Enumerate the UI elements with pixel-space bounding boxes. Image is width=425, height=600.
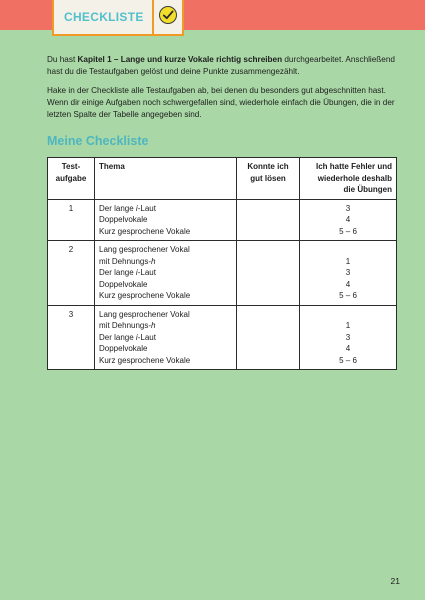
header-testaufgabe: Test- aufgabe	[48, 158, 95, 200]
uebung-number	[304, 244, 392, 256]
thema-line: Der lange i-Laut	[99, 203, 156, 213]
intro-paragraph-1: Du hast Kapitel 1 – Lange und kurze Vokale richtig schreiben durchgearbeitet. Anschließend hast du die Testaufgaben gelöst und deine Punkte zusammengezählt.	[47, 55, 395, 76]
testaufgabe-number: 1	[48, 199, 95, 241]
header-thema: Thema	[95, 158, 237, 200]
konnte-ich-checkbox-cell[interactable]	[237, 305, 300, 370]
uebungen-cell	[300, 241, 397, 306]
header-konnte-ich: Konnte ich gut lösen	[237, 158, 300, 200]
uebung-number: 3	[345, 203, 351, 213]
uebungen-cell	[300, 199, 397, 241]
konnte-ich-checkbox-cell[interactable]	[237, 199, 300, 241]
header-uebungen: Ich hatte Fehler und wiederhole deshalb die Übungen	[300, 158, 397, 200]
thema-line: Doppelvokale	[99, 344, 148, 353]
checklist-table	[47, 157, 397, 370]
table-row	[48, 199, 397, 241]
uebung-number: 1	[345, 256, 351, 266]
page-content	[47, 54, 397, 370]
thema-cell	[95, 241, 237, 306]
uebung-number: 3	[345, 268, 351, 277]
thema-line: Lang gesprochener Vokal	[99, 245, 190, 254]
intro-paragraph-2: Hake in der Checkliste alle Testaufgaben ab, bei denen du besonders gut abgeschnitten hast. Wenn dir einige Aufgaben noch schwergefallen sind, wiederhole einfach die Übungen, die in der letzten Spalte der Tabelle angegeben sind.	[47, 86, 395, 119]
konnte-ich-checkbox-cell[interactable]	[237, 241, 300, 306]
thema-line: Kurz gesprochene Vokale	[99, 291, 191, 300]
thema-line: Kurz gesprochene Vokale	[99, 226, 191, 236]
testaufgabe-number: 3	[48, 305, 95, 370]
page-number: 21	[390, 576, 400, 586]
thema-line: Der lange i-Laut	[99, 332, 156, 342]
uebung-number: 5 – 6	[339, 291, 357, 300]
checklist-badge	[52, 0, 184, 36]
uebung-number: 5 – 6	[339, 355, 357, 365]
uebung-number: 4	[345, 279, 351, 289]
thema-cell	[95, 199, 237, 241]
badge-divider	[152, 0, 154, 34]
thema-cell	[95, 305, 237, 370]
chapter-name: Kapitel 1 – Lange und kurze Vokale richtig schreiben	[77, 55, 283, 64]
table-row	[48, 305, 397, 370]
uebung-number: 3	[345, 332, 351, 342]
thema-line: mit Dehnungs-h	[99, 256, 156, 266]
uebung-number	[304, 309, 392, 321]
thema-line: Lang gesprochener Vokal	[99, 309, 190, 319]
uebungen-cell	[300, 305, 397, 370]
uebung-number: 4	[345, 344, 351, 353]
thema-line: Der lange i-Laut	[99, 268, 156, 277]
uebung-number: 4	[345, 215, 351, 224]
thema-line: Kurz gesprochene Vokale	[99, 355, 191, 365]
table-header-row	[48, 158, 397, 200]
thema-line: Doppelvokale	[99, 279, 148, 289]
thema-line: Doppelvokale	[99, 215, 148, 224]
check-circle-icon	[158, 5, 178, 25]
section-title: Meine Checkliste	[47, 134, 149, 148]
uebung-number: 1	[345, 321, 351, 330]
testaufgabe-number: 2	[48, 241, 95, 306]
thema-line: mit Dehnungs-h	[99, 321, 156, 330]
badge-title: CHECKLISTE	[64, 10, 144, 24]
uebung-number: 5 – 6	[339, 226, 357, 236]
table-row	[48, 241, 397, 306]
